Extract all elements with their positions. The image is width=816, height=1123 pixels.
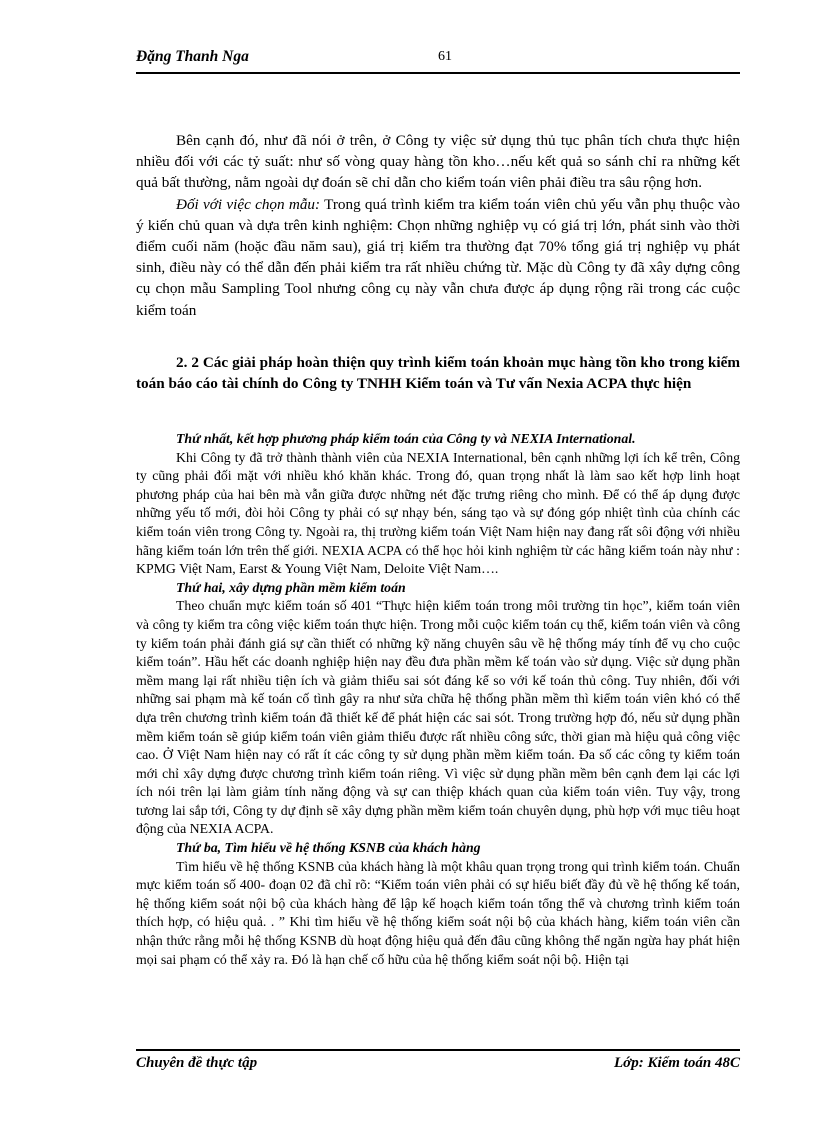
third-solution-body: Tìm hiểu về hệ thống KSNB của khách hàng là một khâu quan trọng trong qui trình kiểm toán. Chuẩn mực kiểm toán số 400- đoạn 02 đã chỉ rõ: “Kiểm toán viên phải có sự hiểu biết đầy đủ về hệ thống kế toán, hệ thống kiểm soát nội bộ của khách hàng để lập kế hoạch kiểm toán tổng thể và chương trình kiểm toán thích hợp, có hiệu quả. . ” Khi tìm hiểu về hệ thống kiểm soát nội bộ của khách hàng, kiểm toán viên cần nhận thức rằng mỗi hệ thống KSNB dù hoạt động hiệu quả đến đâu cũng không thể ngăn ngừa hay phát hiện mọi sai phạm có thể xảy ra. Đó là hạn chế cố hữu của hệ thống kiểm soát nội bộ. Hiện tại <box>136 858 740 967</box>
first-solution-title: Thứ nhất, kết hợp phương pháp kiểm toán của Công ty và NEXIA International. <box>176 431 636 446</box>
third-solution-title: Thứ ba, Tìm hiểu về hệ thống KSNB của khách hàng <box>176 840 481 856</box>
footer-right: Lớp: Kiểm toán 48C <box>614 1055 740 1071</box>
intro-paragraph: Bên cạnh đó, như đã nói ở trên, ở Công ty việc sử dụng thủ tục phân tích chưa thực hiện nhiều đối với các tỷ suất: như số vòng quay hàng tồn kho…nếu kết quả so sánh chỉ ra những kết quả bất thường, nằm ngoài dự đoán sẽ chỉ dẫn cho kiểm toán viên phải điều tra sâu rộng hơn. <box>136 132 740 192</box>
solutions-section <box>136 430 740 969</box>
footer-rule <box>136 1049 740 1051</box>
page-number: 61 <box>438 49 452 64</box>
second-solution-title: Thứ hai, xây dựng phần mềm kiểm toán <box>176 579 406 595</box>
section-heading-block <box>136 352 740 394</box>
header-rule <box>136 72 740 74</box>
page-header <box>136 48 740 72</box>
sampling-body: Trong quá trình kiểm tra kiểm toán viên chủ yếu vẫn phụ thuộc vào ý kiến chủ quan và dựa trên kinh nghiệm: Chọn những nghiệp vụ có giá trị lớn, phát sinh vào thời điểm cuối năm (hoặc đầu năm sau), giá trị kiểm tra thường đạt 70% tổng giá trị nghiệp vụ phát sinh, điều này có thể dẫn đến phải kiểm tra rất nhiều chứng từ. Mặc dù Công ty đã xây dựng công cụ chọn mẫu Sampling Tool nhưng công cụ này vẫn chưa được áp dụng rộng rãi trong các cuộc kiểm toán <box>136 195 740 319</box>
footer-left: Chuyên đề thực tập <box>136 1055 258 1071</box>
page-footer <box>136 1055 740 1077</box>
sampling-paragraph <box>136 194 740 321</box>
second-solution-body: Theo chuẩn mực kiểm toán số 401 “Thực hiện kiểm toán trong môi trường tin học”, kiểm toán viên và công ty kiểm tra công việc kiểm toán thực hiện. Trong mỗi cuộc kiểm toán cụ thể, kiểm toán viên và công ty kiểm toán phải đánh giá sự cần thiết có những kỹ năng chuyên sâu về hệ thống máy tính để vụ cho cuộc kiểm toán”. Hầu hết các doanh nghiệp hiện nay đều đưa phần mềm kế toán vào sử dụng. Việc sử dụng phần mềm mang lại rất nhiều tiện ích và giảm thiểu sai sót đáng kể so với kế toán thủ công. Tuy nhiên, đối với những sai phạm mà kế toán cố tình gây ra như sửa chữa hệ thống phần mềm thì kiểm toán viên khó có thể dựa trên chương trình kiểm toán đã thiết kế để phát hiện các sai sót. Trong trường hợp đó, nếu sử dụng phần mềm kiểm toán sẽ giúp kiểm toán viên giảm thiểu được rất nhiều công sức, thời gian mà hiệu quả công việc cao. Ở Việt Nam hiện nay có rất ít các công ty sử dụng phần mềm kiểm toán. Đa số các công ty kiểm toán mới chỉ xây dựng được chương trình kiểm toán riêng. Vì việc sử dụng phần mềm bên cạnh đem lại các lợi ích nói trên lại làm giảm tính năng động và sự can thiệp khách quan của kiểm toán viên. Tuy vậy, trong tương lai sắp tới, Công ty dự định sẽ xây dựng phần mềm kiểm toán chuyên dụng, phù hợp với mục tiêu hoạt động của NEXIA ACPA. <box>136 598 740 837</box>
first-solution-body: Khi Công ty đã trở thành thành viên của NEXIA International, bên cạnh những lợi ích kể trên, Công ty cũng phải đối mặt với nhiều khó khăn khác. Trong đó, quan trọng nhất là làm sao kết hợp linh hoạt phương pháp của hai bên mà vẫn giữa được những nét đặc trưng riêng cho mình. Để có thể áp dụng được những yếu tố mới, đòi hỏi Công ty phải có sự nhạy bén, sáng tạo và sự đóng góp nhiệt tình của chính các kiểm toán viên trong Công ty. Ngoài ra, thị trường kiểm toán Việt Nam hiện nay đang rất sôi động với nhiều hãng kiểm toán lớn trên thế giới. NEXIA ACPA có thể học hỏi kinh nghiệm từ các hãng kiểm toán này như : KPMG Việt Nam, Earst & Young Việt Nam, Deloite Việt Nam…. <box>136 449 740 577</box>
section-heading: 2. 2 Các giải pháp hoàn thiện quy trình kiểm toán khoản mục hàng tồn kho trong kiểm toán báo cáo tài chính do Công ty TNHH Kiểm toán và Tư vấn Nexia ACPA thực hiện <box>136 354 740 392</box>
sampling-lead: Đối với việc chọn mẫu: <box>176 195 321 213</box>
intro-section <box>136 130 740 321</box>
author-name: Đặng Thanh Nga <box>136 48 249 65</box>
